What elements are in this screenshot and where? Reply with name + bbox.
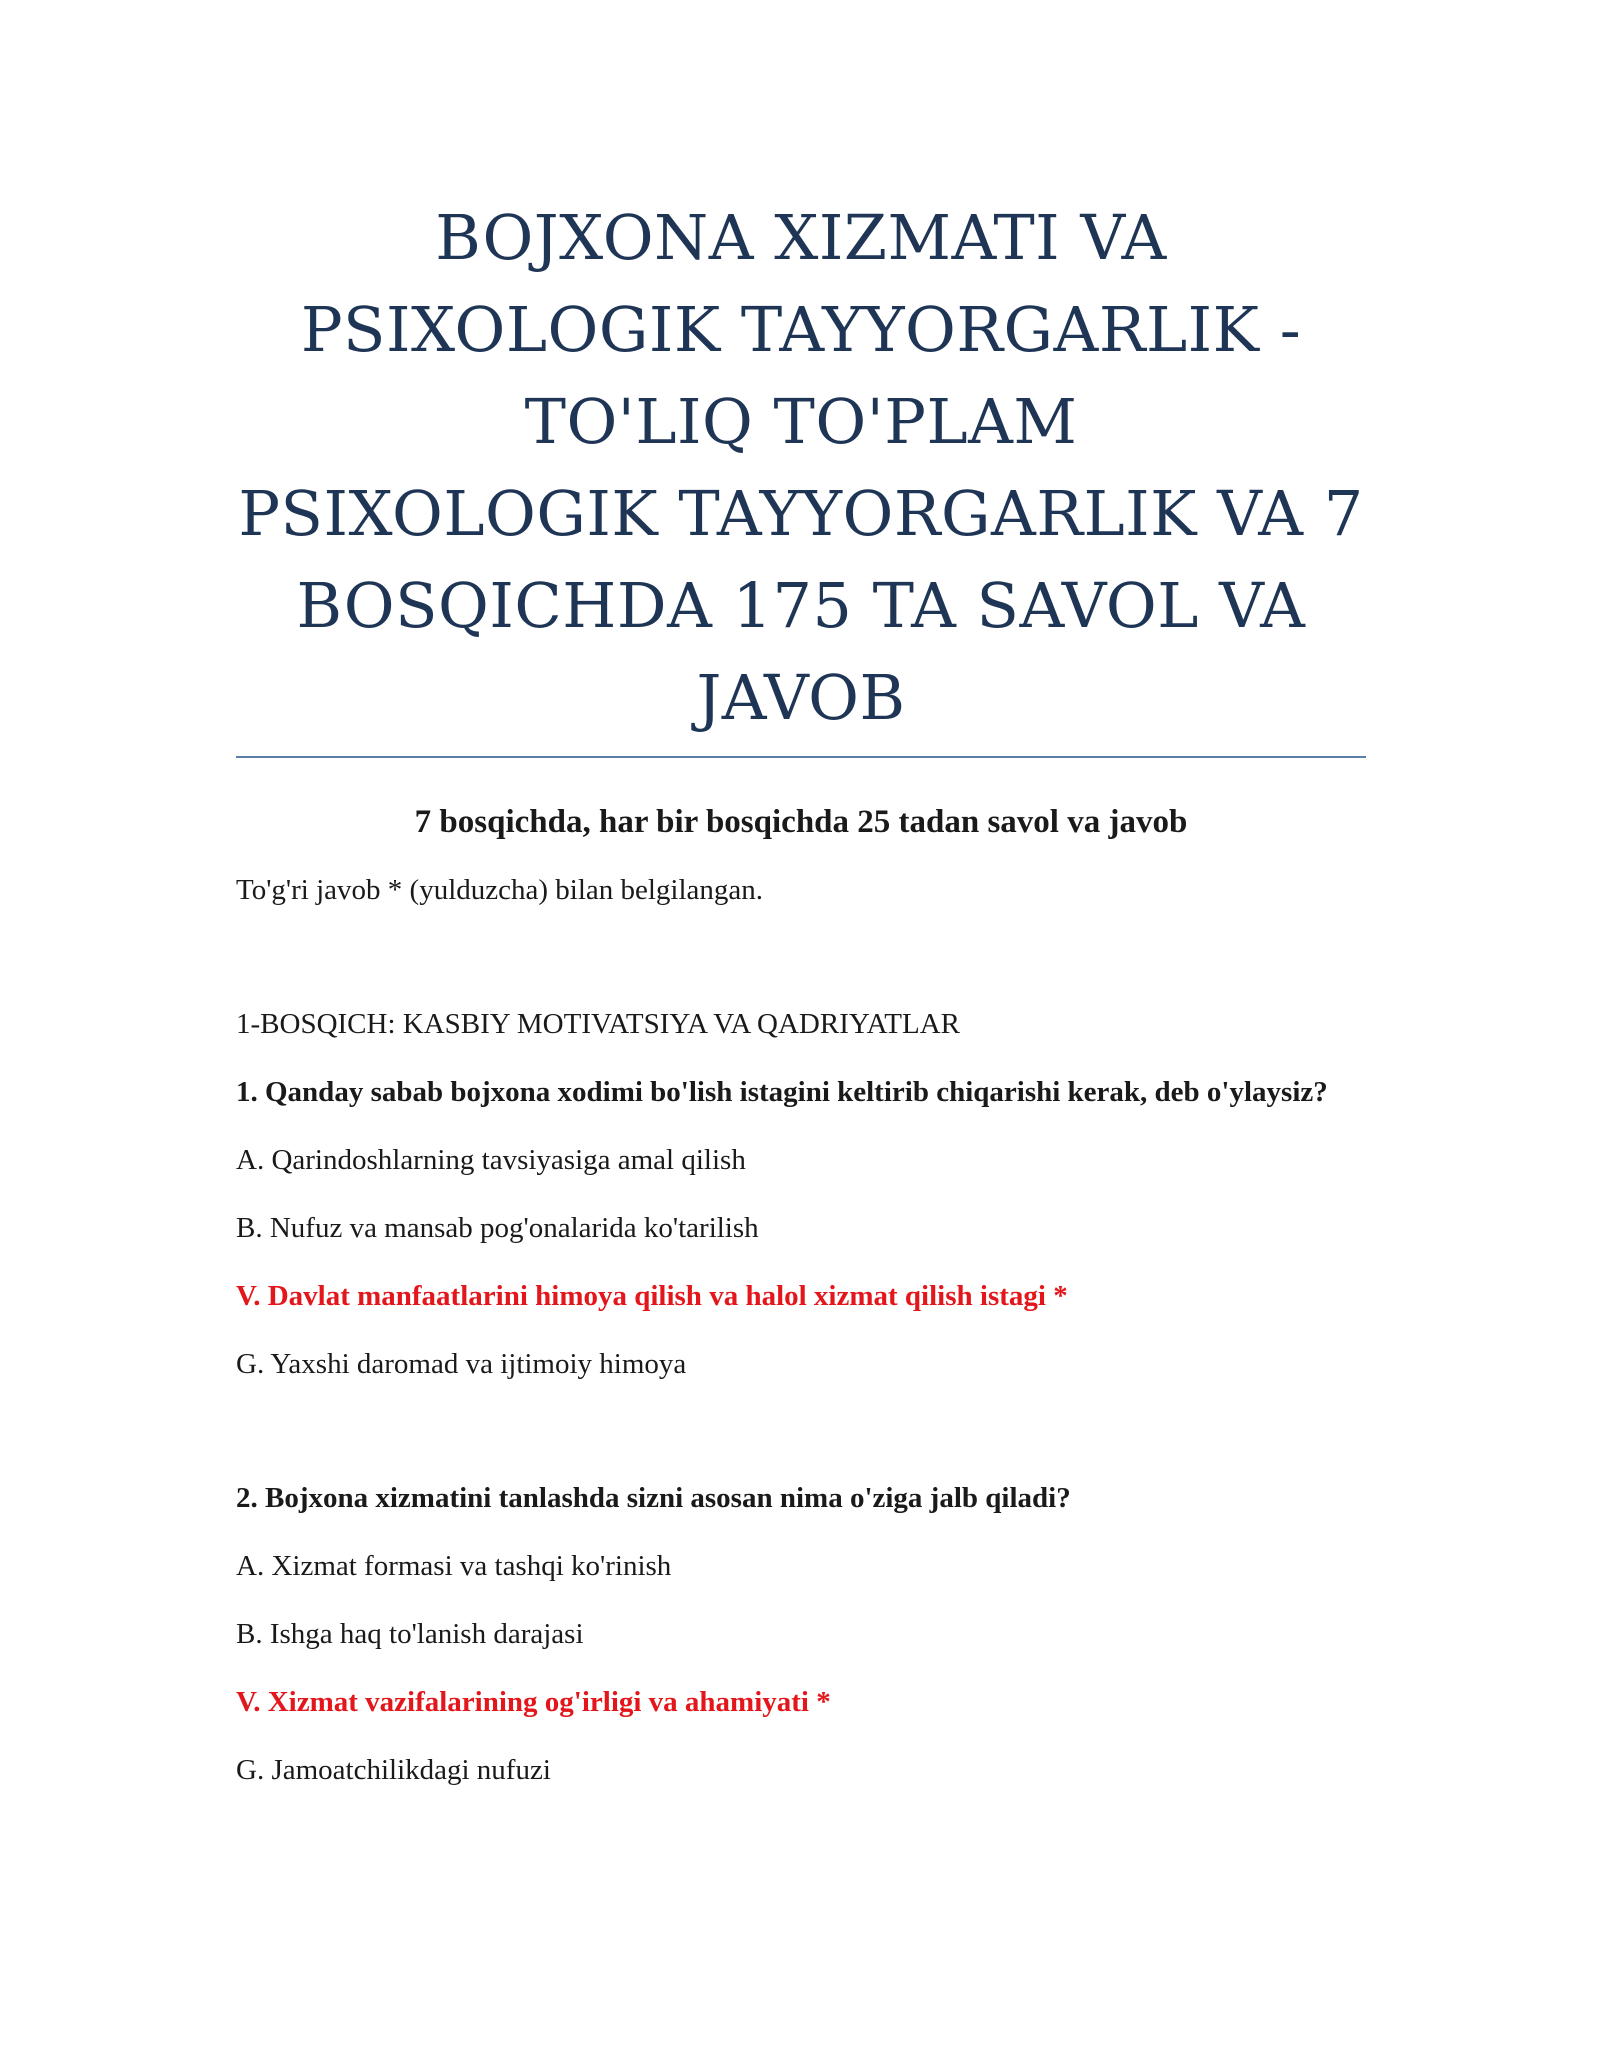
document-subtitle: 7 bosqichda, har bir bosqichda 25 tadan savol va javob	[414, 804, 1188, 840]
answer-option-a: A. Xizmat formasi va tashqi ko'rinish	[236, 1550, 672, 1582]
answer-option-g: G. Yaxshi daromad va ijtimoiy himoya	[236, 1348, 687, 1380]
title-line: JAVOB	[696, 661, 906, 734]
title-line: BOSQICHDA 175 TA SAVOL VA	[296, 569, 1306, 642]
answer-option-b: B. Ishga haq to'lanish darajasi	[236, 1618, 584, 1650]
answer-option-v-correct: V. Davlat manfaatlarini himoya qilish va halol xizmat qilish istagi *	[236, 1280, 1068, 1312]
title-line: PSIXOLOGIK TAYYORGARLIK -	[300, 293, 1302, 366]
answer-option-v-correct: V. Xizmat vazifalarining og'irligi va ahamiyati *	[236, 1686, 831, 1718]
answer-key-note: To'g'ri javob * (yulduzcha) bilan belgilangan.	[236, 874, 764, 906]
stage-heading: 1-BOSQICH: KASBIY MOTIVATSIYA VA QADRIYATLAR	[236, 1008, 961, 1040]
answer-option-g: G. Jamoatchilikdagi nufuzi	[236, 1754, 551, 1786]
question-block-1	[236, 1072, 1366, 1382]
question-text: 1. Qanday sabab bojxona xodimi bo'lish istagini keltirib chiqarishi kerak, deb o'ylaysiz?	[236, 1076, 1328, 1108]
title-line: BOJXONA XIZMATI VA	[435, 201, 1167, 274]
answer-option-a: A. Qarindoshlarning tavsiyasiga amal qilish	[236, 1144, 746, 1176]
title-divider	[236, 756, 1366, 758]
answer-option-b: B. Nufuz va mansab pog'onalarida ko'tarilish	[236, 1212, 759, 1244]
question-block-2	[236, 1478, 1366, 1788]
document-title	[236, 192, 1366, 744]
question-text: 2. Bojxona xizmatini tanlashda sizni asosan nima o'ziga jalb qiladi?	[236, 1482, 1071, 1514]
title-line: PSIXOLOGIK TAYYORGARLIK VA 7	[238, 477, 1364, 550]
title-line: TO'LIQ TO'PLAM	[524, 385, 1078, 458]
document-page	[236, 0, 1366, 1788]
